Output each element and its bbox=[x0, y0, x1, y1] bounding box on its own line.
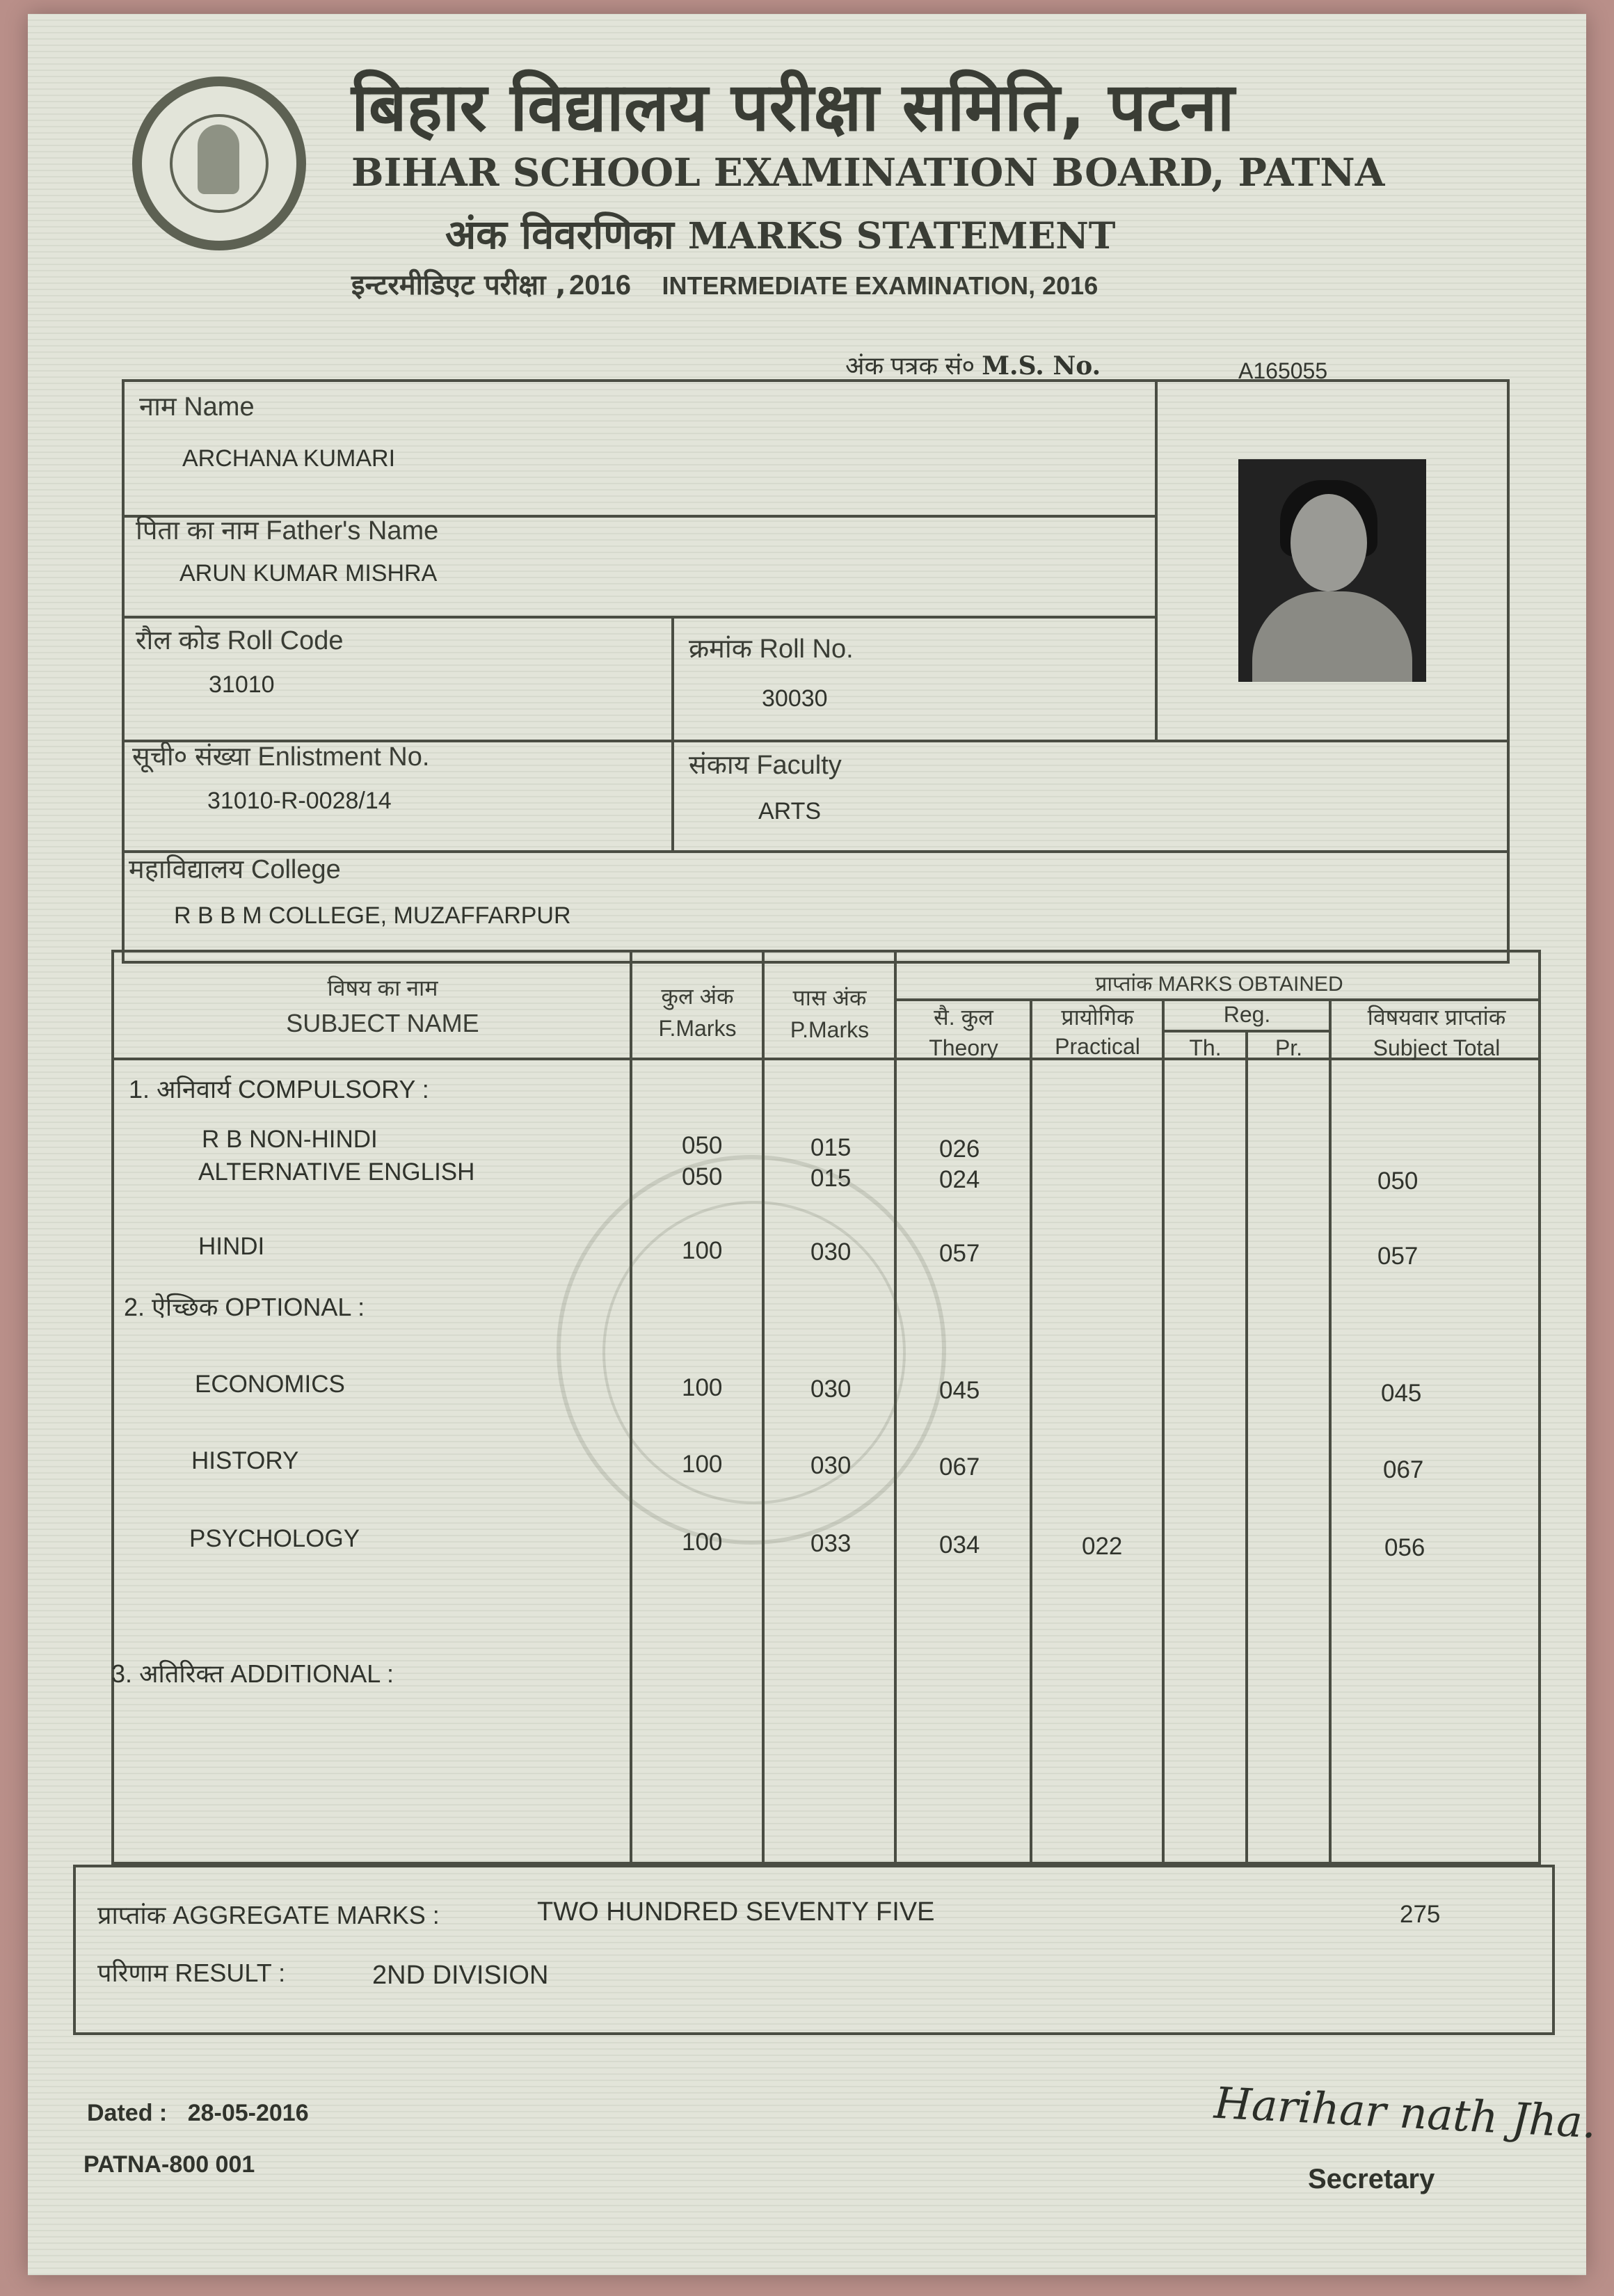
header-reg: Reg. bbox=[1223, 1002, 1271, 1027]
enlistment-no: 31010-R-0028/14 bbox=[207, 788, 392, 814]
header-theory-hindi: सै. कुल bbox=[934, 1005, 993, 1030]
roll-code: 31010 bbox=[209, 671, 275, 698]
watermark-seal-icon bbox=[557, 1155, 946, 1545]
roll-no: 30030 bbox=[762, 685, 828, 712]
header-pmarks-hindi: पास अंक bbox=[792, 985, 867, 1010]
header-marks-obtained: प्राप्तांक MARKS OBTAINED bbox=[1095, 973, 1343, 996]
student-photo bbox=[1238, 459, 1426, 682]
header-reg-pr: Pr. bbox=[1275, 1035, 1303, 1060]
statement-heading bbox=[445, 205, 1115, 260]
statement-hindi: अंक विवरणिका bbox=[445, 211, 674, 258]
faculty-label: संकाय Faculty bbox=[689, 751, 842, 780]
section-additional: 3. अतिरिक्त ADDITIONAL : bbox=[111, 1659, 394, 1688]
dated: Dated : 28-05-2016 bbox=[87, 2100, 309, 2126]
header-pmarks: P.Marks bbox=[790, 1017, 870, 1042]
faculty: ARTS bbox=[758, 798, 822, 824]
header-reg-th: Th. bbox=[1189, 1035, 1222, 1060]
ms-no-label: अंक पत्रक सं० M.S. No. bbox=[845, 351, 1101, 381]
student-name: ARCHANA KUMARI bbox=[182, 445, 396, 472]
header-subject: SUBJECT NAME bbox=[286, 1009, 479, 1037]
result: 2ND DIVISION bbox=[372, 1961, 549, 1990]
secretary-signature: Harihar nath Jha. bbox=[1213, 2077, 1598, 2148]
header-fmarks: F.Marks bbox=[658, 1016, 737, 1041]
aggregate-words: TWO HUNDRED SEVENTY FIVE bbox=[537, 1897, 935, 1927]
header-practical: Practical bbox=[1055, 1034, 1140, 1059]
aggregate-label: प्राप्तांक AGGREGATE MARKS : bbox=[97, 1901, 440, 1929]
exam-english: INTERMEDIATE EXAMINATION, 2016 bbox=[662, 271, 1098, 300]
college-label: महाविद्यालय College bbox=[129, 855, 341, 884]
header-subject-hindi: विषय का नाम bbox=[327, 975, 438, 1000]
result-label: परिणाम RESULT : bbox=[97, 1959, 286, 1987]
roll-code-label: रौल कोड Roll Code bbox=[136, 626, 344, 655]
signatory: Secretary bbox=[1308, 2164, 1435, 2194]
college: R B B M COLLEGE, MUZAFFARPUR bbox=[174, 902, 571, 929]
header-fmarks-hindi: कुल अंक bbox=[661, 984, 734, 1009]
exam-hindi: इन्टरमीडिएट परीक्षा , bbox=[351, 269, 566, 301]
section-optional: 2. ऐच्छिक OPTIONAL : bbox=[124, 1293, 365, 1321]
exam-heading bbox=[351, 264, 1098, 303]
section-compulsory: 1. अनिवार्य COMPULSORY : bbox=[129, 1075, 429, 1103]
aggregate-box bbox=[73, 1865, 1555, 2035]
name-label: नाम Name bbox=[139, 392, 255, 422]
father-name: ARUN KUMAR MISHRA bbox=[179, 560, 438, 587]
aggregate-value: 275 bbox=[1400, 1901, 1441, 1928]
board-title-hindi: बिहार विद्यालय परीक्षा समिति, पटना bbox=[351, 68, 1235, 146]
header-theory: Theory bbox=[929, 1035, 998, 1060]
roll-no-label: क्रमांक Roll No. bbox=[689, 635, 854, 664]
header-total-hindi: विषयवार प्राप्तांक bbox=[1367, 1005, 1506, 1030]
board-title-english: BIHAR SCHOOL EXAMINATION BOARD, PATNA bbox=[351, 150, 1385, 195]
header-subject-total: Subject Total bbox=[1373, 1035, 1501, 1060]
statement-english: MARKS STATEMENT bbox=[687, 215, 1116, 257]
header-practical-hindi: प्रायोगिक bbox=[1061, 1005, 1134, 1030]
enlistment-label: सूची० संख्या Enlistment No. bbox=[132, 742, 430, 772]
father-name-label: पिता का नाम Father's Name bbox=[136, 516, 439, 545]
board-seal-icon bbox=[132, 77, 306, 250]
exam-year: 2016 bbox=[569, 270, 632, 301]
ms-no-value: A165055 bbox=[1238, 358, 1328, 383]
place: PATNA-800 001 bbox=[83, 2151, 255, 2178]
